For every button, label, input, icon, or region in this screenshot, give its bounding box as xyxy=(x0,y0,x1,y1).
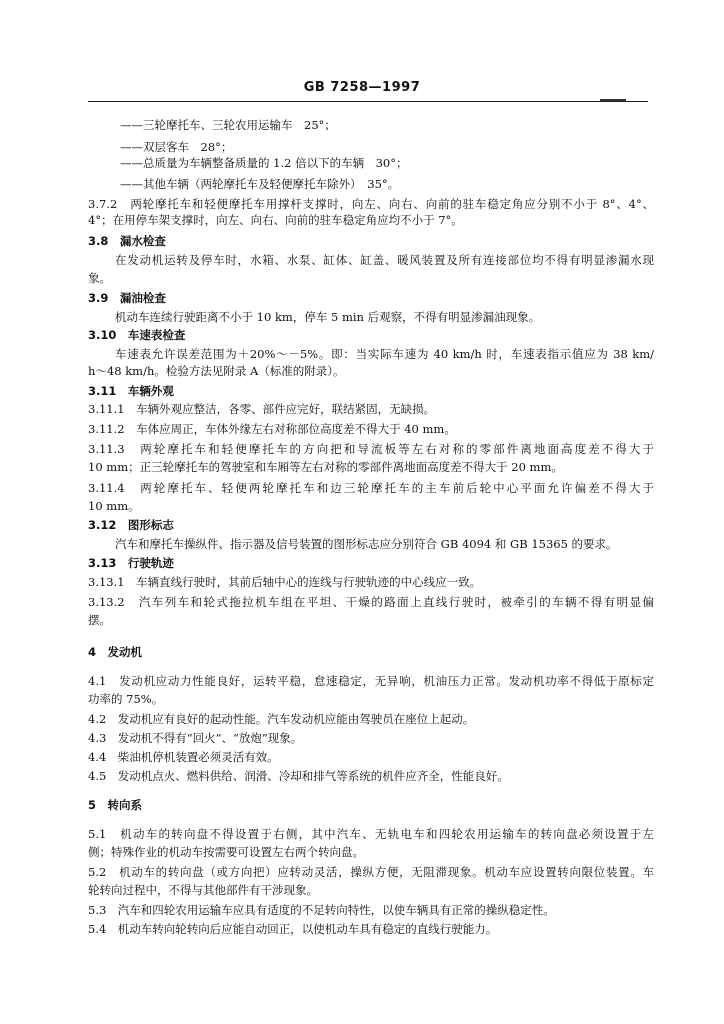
clause-5-3: 5.3 汽车和四轮农用运输车应具有适度的不足转向特性，以使车辆具有正常的操纵稳定性。 xyxy=(88,903,555,917)
standard-number: GB 7258—1997 xyxy=(303,80,421,95)
clause-3-8: 在发动机运转及停车时，水箱、水泵、缸体、缸盖、暖风装置及所有连接部位均不得有明显渗漏水现 xyxy=(115,253,654,267)
clause-4-2: 4.2 发动机应有良好的起动性能。汽车发动机应能由驾驶员在座位上起动。 xyxy=(88,712,475,726)
clause-5-1: 5.1 机动车的转向盘不得设置于右侧，其中汽车、无轨电车和四轮农用运输车的转向盘必须设置于左 xyxy=(88,827,654,841)
clause-3-13-2: 3.13.2 汽车列车和轮式拖拉机车组在平坦、干燥的路面上直线行驶时，被牵引的车辆不得有明显偏 xyxy=(88,595,654,609)
clause-5-1-cont: 侧；特殊作业的机动车按需要可设置左右两个转向盘。 xyxy=(88,845,364,859)
list-item: ——三轮摩托车、三轮农用运输车 25°； xyxy=(120,118,336,132)
header-rule-accent xyxy=(600,99,626,101)
clause-3-12: 汽车和摩托车操纵件、指示器及信号装置的图形标志应分别符合 GB 4094 和 GB 15365 的要求。 xyxy=(115,537,618,551)
clause-4-4: 4.4 柴油机停机装置必须灵活有效。 xyxy=(88,750,279,764)
clause-3-7-2: 3.7.2 两轮摩托车和轻便摩托车用撑杆支撑时，向左、向右、向前的驻车稳定角应分别不小于 8°、4°、 xyxy=(88,197,654,211)
clause-3-10: 车速表允许误差范围为＋20%～－5%。即：当实际车速为 40 km/h 时，车速表指示值应为 38 km/ xyxy=(115,347,654,361)
heading-3-12: 3.12 图形标志 xyxy=(88,518,174,532)
clause-3-11-4-cont: 10 mm。 xyxy=(88,499,140,513)
list-item: ——双层客车 28°； xyxy=(120,140,233,154)
clause-3-13-1: 3.13.1 车辆直线行驶时，其前后轴中心的连线与行驶轨迹的中心线应一致。 xyxy=(88,575,482,589)
clause-4-3: 4.3 发动机不得有“回火”、“放炮”现象。 xyxy=(88,731,303,745)
clause-3-11-2: 3.11.2 车体应周正，车体外缘左右对称部位高度差不得大于 40 mm。 xyxy=(88,422,456,436)
list-item: ——其他车辆（两轮摩托车及轻便摩托车除外） 35°。 xyxy=(120,177,400,191)
heading-3-10: 3.10 车速表检查 xyxy=(88,328,186,342)
clause-3-13-2-cont: 摆。 xyxy=(88,613,111,627)
heading-3-13: 3.13 行驶轨迹 xyxy=(88,556,174,570)
clause-3-8-cont: 象。 xyxy=(88,271,111,285)
clause-3-7-2-cont: 4°；在用停车架支撑时，向左、向右、向前的驻车稳定角应均不小于 7°。 xyxy=(88,213,463,227)
clause-3-11-4: 3.11.4 两轮摩托车、轻便两轮摩托车和边三轮摩托车的主车前后轮中心平面允许偏差不得大于 xyxy=(88,481,654,495)
list-item: ——总质量为车辆整备质量的 1.2 倍以下的车辆 30°； xyxy=(120,156,408,170)
clause-3-11-3-cont: 10 mm；正三轮摩托车的驾驶室和车厢等左右对称的零部件离地面高度差不得大于 20 mm。 xyxy=(88,460,563,474)
header-rule xyxy=(88,101,648,102)
heading-3-11: 3.11 车辆外观 xyxy=(88,384,174,398)
clause-3-9: 机动车连续行驶距离不小于 10 km，停车 5 min 后观察，不得有明显渗漏油现象。 xyxy=(115,310,541,324)
clause-4-1-cont: 功率的 75%。 xyxy=(88,692,164,706)
clause-3-11-1: 3.11.1 车辆外观应整洁，各零、部件应完好，联结紧固，无缺损。 xyxy=(88,402,436,416)
clause-3-11-3: 3.11.3 两轮摩托车和轻便摩托车的方向把和导流板等左右对称的零部件离地面高度差不得大于 xyxy=(88,442,654,456)
clause-5-4: 5.4 机动车转向轮转向后应能自动回正，以使机动车具有稳定的直线行驶能力。 xyxy=(88,922,498,936)
clause-5-2: 5.2 机动车的转向盘（或方向把）应转动灵活，操纵方便，无阻滞现象。机动车应设置转向限位装置。车 xyxy=(88,865,654,879)
heading-3-9: 3.9 漏油检查 xyxy=(88,291,166,305)
heading-3-8: 3.8 漏水检查 xyxy=(88,234,166,248)
clause-4-1: 4.1 发动机应动力性能良好，运转平稳，怠速稳定，无异响，机油压力正常。发动机功率不得低于原标定 xyxy=(88,674,654,688)
heading-4: 4 发动机 xyxy=(88,645,143,659)
clause-3-10-cont: h～48 km/h。检验方法见附录 A（标准的附录）。 xyxy=(88,364,345,378)
clause-5-2-cont: 轮转向过程中，不得与其他部件有干涉现象。 xyxy=(88,883,318,897)
heading-5: 5 转向系 xyxy=(88,798,143,812)
clause-4-5: 4.5 发动机点火、燃料供给、润滑、冷却和排气等系统的机件应齐全，性能良好。 xyxy=(88,769,509,783)
